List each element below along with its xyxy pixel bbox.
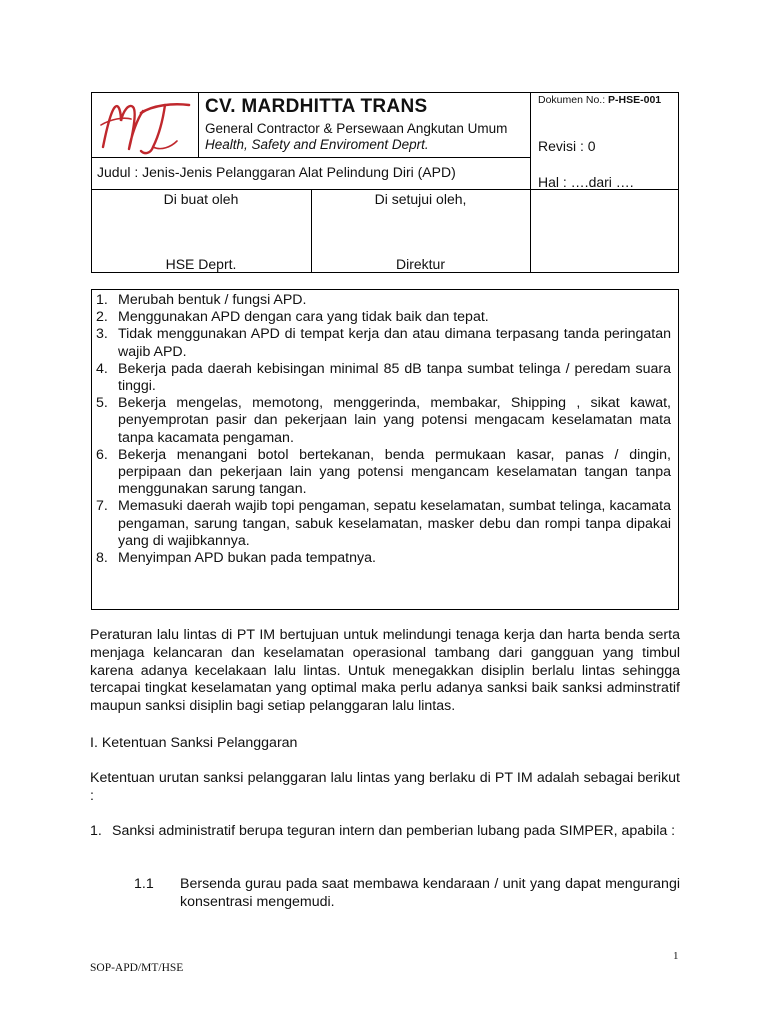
meta-divider [530,92,531,273]
preparer-department: HSE Deprt. [165,256,237,272]
company-subtitle: General Contractor & Persewaan Angkutan Umum [205,121,508,136]
sanction-subitem-text: Bersenda gurau pada saat membawa kendaraan / unit yang dapat mengurangi konsentrasi mengemudi. [180,876,680,910]
list-item: 3. Tidak menggunakan APD di tempat kerja dan atau dimana terpasang tanda peringatan wajib APD. [96,326,671,360]
prepared-by-label: Di buat oleh [163,191,239,207]
section-heading: I. Ketentuan Sanksi Pelanggaran [90,735,298,751]
company-logo [97,97,193,159]
list-item: 8. Menyimpan APD bukan pada tempatnya. [96,550,376,567]
violations-list [96,292,671,567]
sanction-item-1-text: Sanksi administratif berupa teguran intern dan pemberian lubang pada SIMPER, apabila : [112,823,676,839]
sanction-item-1 [90,823,680,841]
page-number: 1 [673,950,679,962]
page-of-label: Hal : ….dari …. [538,174,634,190]
sanction-subitem-number: 1.1 [134,876,154,892]
revision-label: Revisi : 0 [538,138,596,154]
document-title: Judul : Jenis-Jenis Pelanggaran Alat Pelindung Diri (APD) [97,164,456,180]
document-number-label: Dokumen No.: [538,94,609,106]
logo-divider [198,92,199,157]
section-intro: Ketentuan urutan sanksi pelanggaran lalu lintas yang berlaku di PT IM adalah sebagai berikut : [90,770,680,804]
list-item: 2. Menggunakan APD dengan cara yang tidak baik dan tepat. [96,309,489,326]
approver-title: Direktur [395,256,445,272]
sanction-subitem [134,876,680,912]
document-number [538,94,661,106]
list-item: 4. Bekerja pada daerah kebisingan minimal 85 dB tanpa sumbat telinga / peredam suara tinggi. [96,360,671,395]
document-code: SOP-APD/MT/HSE [90,962,184,974]
intro-paragraph: Peraturan lalu lintas di PT IM bertujuan untuk melindungi tenaga kerja dan harta benda serta menjaga kelancaran dan keselamatan operasional tambang dari gangguan yang timbul karena adanya kecelakaan lalu lintas. Untuk menegakkan disiplin berlalu lintas sehingga tercapai tingkat keselamatan yang optimal maka perlu adanya sanksi baik sanksi adminstratif maupun sanksi disiplin bagi setiap pelanggaran lalu lintas. [90,627,680,715]
list-item: 1. Merubah bentuk / fungsi APD. [96,292,307,308]
company-name: CV. MARDHITTA TRANS [205,96,428,117]
list-item: 6. Bekerja menangani botol bertekanan, benda permukaan kasar, panas / dingin, perpipaan dan pekerjaan lain yang potensi mengancam keselamatan tangan tanpa menggunakan sarung tangan. [96,446,671,498]
list-item: 7. Memasuki daerah wajib topi pengaman, sepatu keselamatan, sumbat telinga, kacamata pengaman, sarung tangan, sabuk keselamatan, masker debu dan rompi tanpa dipakai yang di wajibkannya. [96,498,671,549]
list-item: 5. Bekerja mengelas, memotong, menggerinda, membakar, Shipping , sikat kawat, penyemprotan pasir dan pekerjaan lain yang potensi mengacam keselamatan mata tanpa kacamata pengaman. [96,395,671,446]
approved-by-label: Di setujui oleh, [374,191,467,207]
sanction-item-1-number: 1. [90,823,102,839]
document-number-value: P-HSE-001 [608,94,662,106]
department-name: Health, Safety and Enviroment Deprt. [205,137,429,152]
